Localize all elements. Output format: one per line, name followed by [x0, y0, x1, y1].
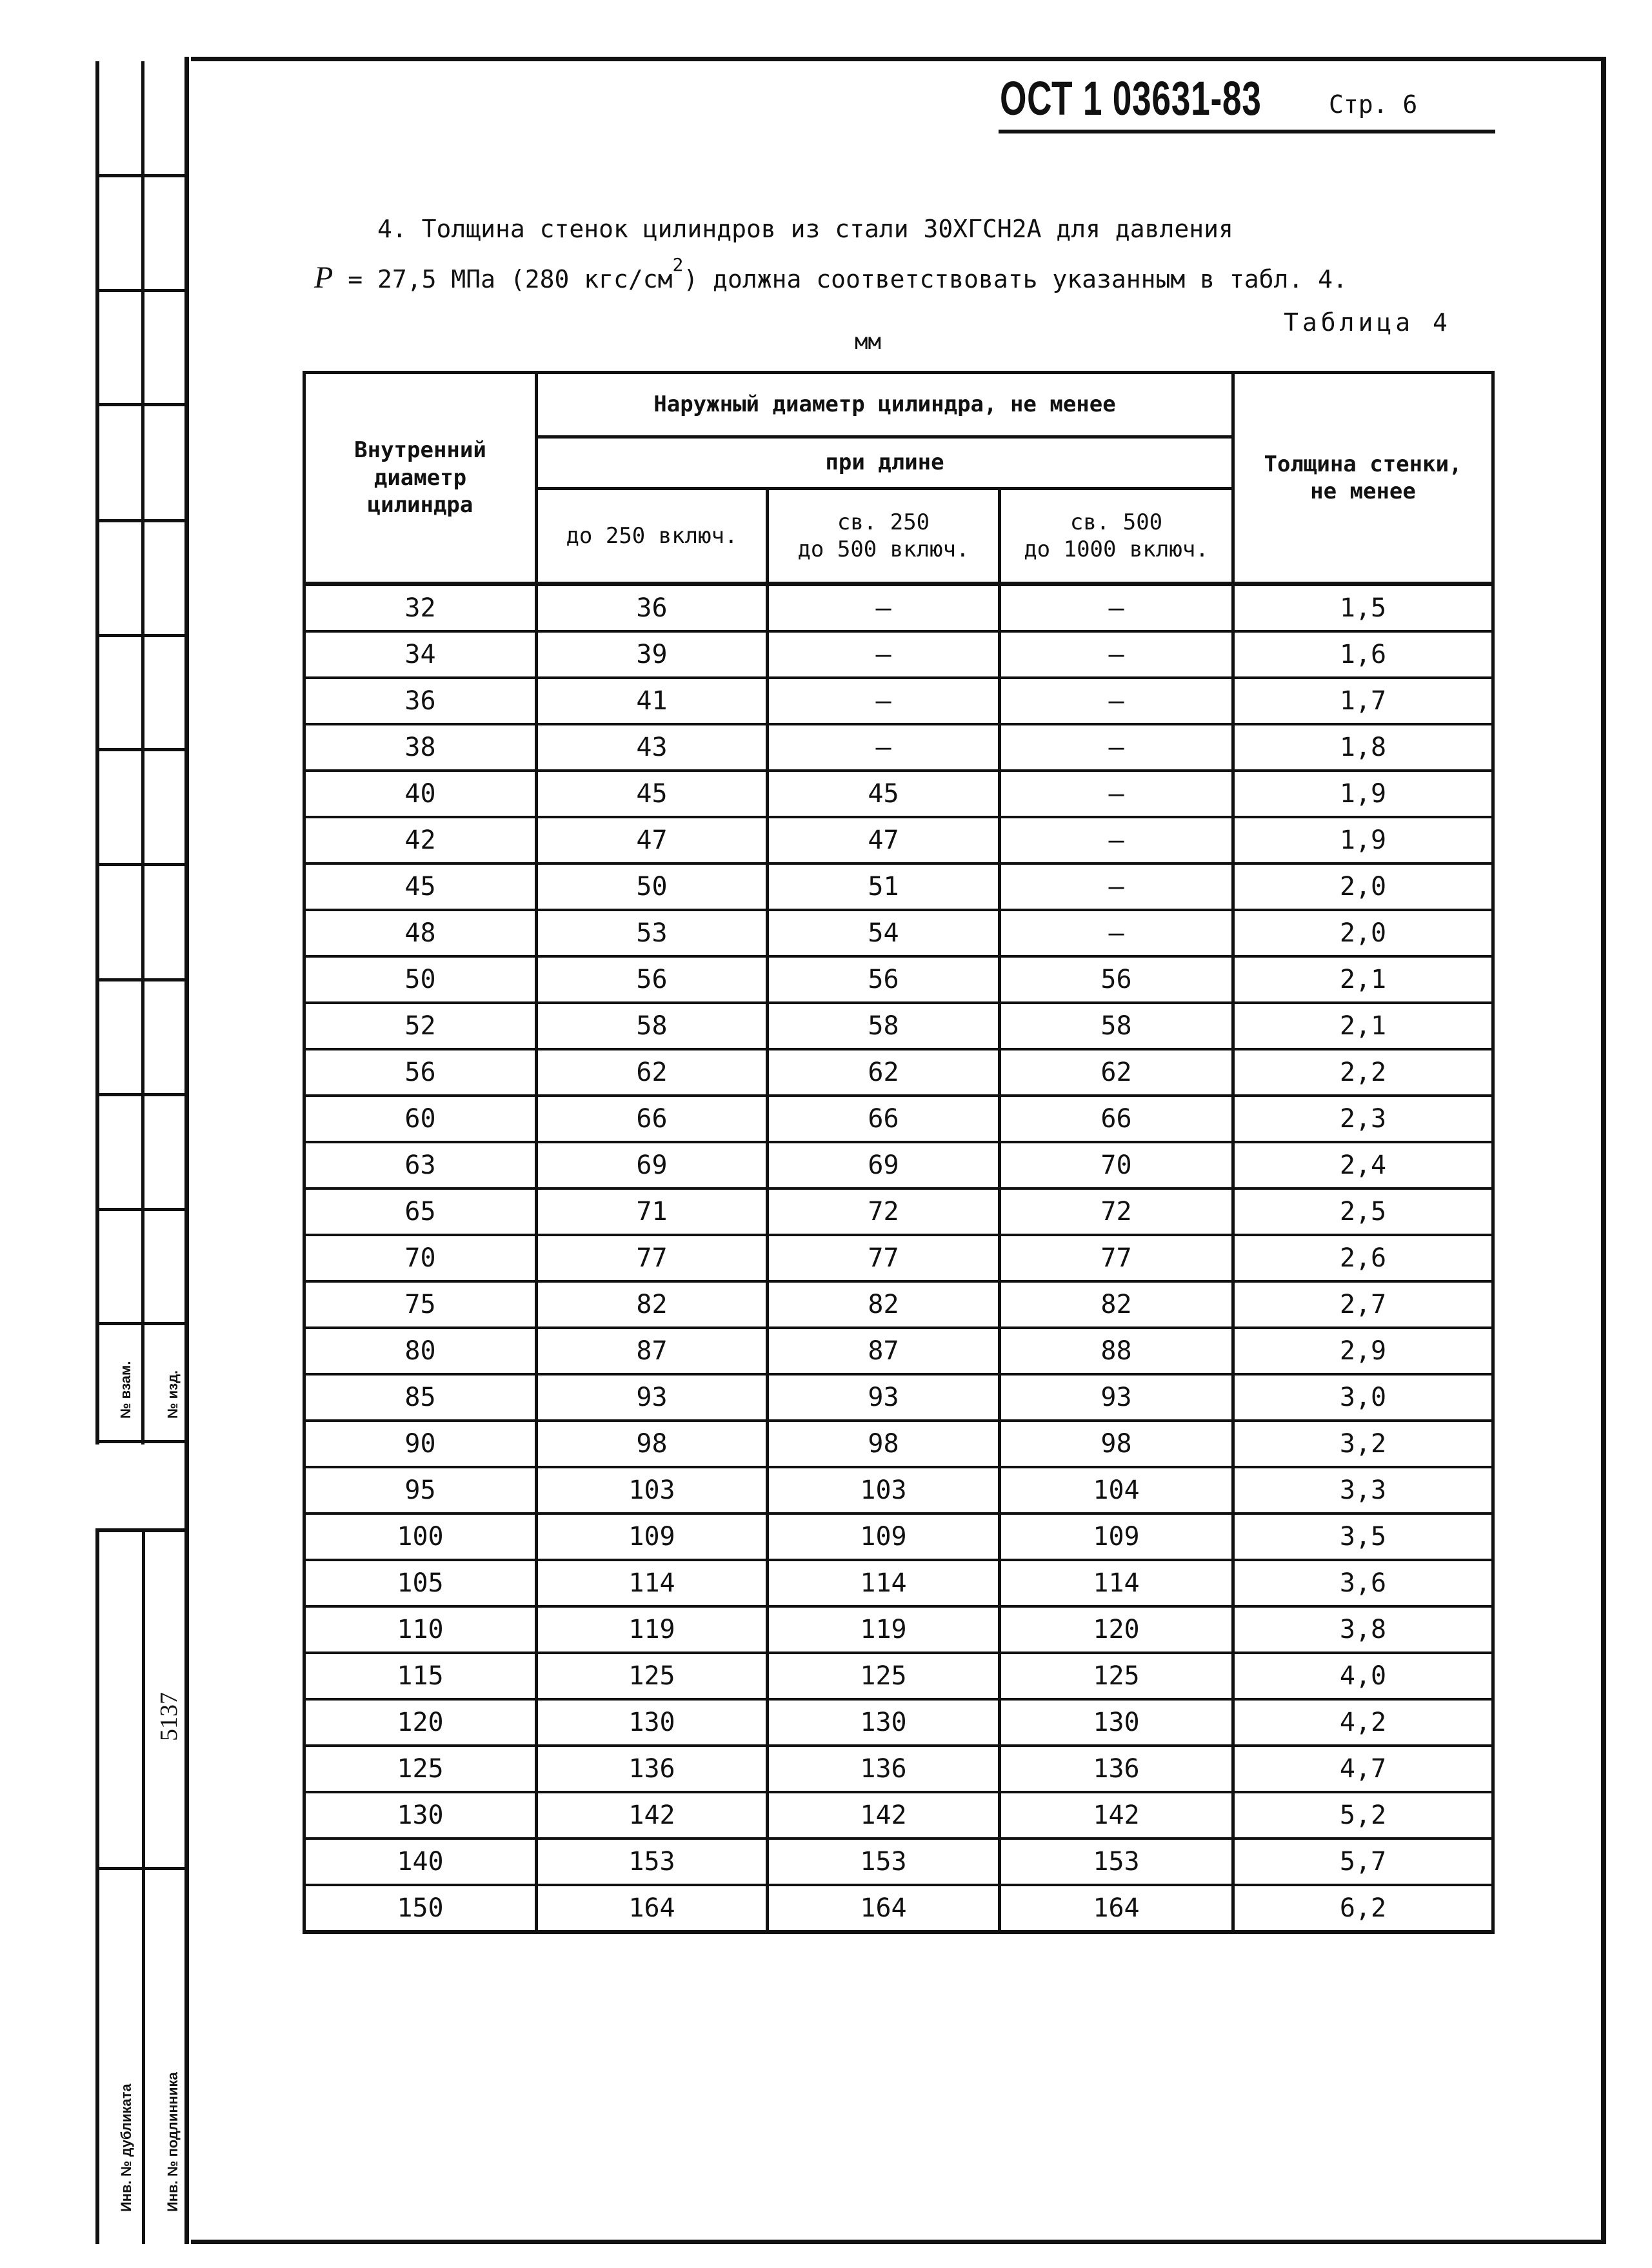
margin-strip-tick — [95, 634, 186, 637]
table-cell: 87 — [537, 1328, 768, 1374]
table-cell: 3,6 — [1233, 1560, 1493, 1606]
table-row — [304, 1839, 1493, 1885]
table-row — [304, 956, 1493, 1003]
table-cell: 77 — [1000, 1235, 1233, 1281]
table-row — [304, 1606, 1493, 1653]
table-cell: – — [1000, 771, 1233, 817]
table-cell: 153 — [537, 1839, 768, 1885]
margin-strip-tick — [95, 863, 186, 866]
table-cell: 140 — [304, 1839, 537, 1885]
table-cell: 58 — [768, 1003, 1000, 1049]
table-row — [304, 1653, 1493, 1699]
table-cell: 103 — [768, 1467, 1000, 1514]
table-cell: 45 — [768, 771, 1000, 817]
page-number: Стр. 6 — [1329, 90, 1418, 119]
table-row — [304, 724, 1493, 771]
table-cell: 105 — [304, 1560, 537, 1606]
table-cell: 93 — [537, 1374, 768, 1421]
table-cell: 2,1 — [1233, 1003, 1493, 1049]
table-cell: 120 — [1000, 1606, 1233, 1653]
table-cell: 71 — [537, 1188, 768, 1235]
table-cell: 119 — [537, 1606, 768, 1653]
table-cell: 69 — [537, 1142, 768, 1188]
margin-strip-tick — [95, 403, 186, 406]
margin-number: 5137 — [155, 1692, 183, 1741]
table-row — [304, 1560, 1493, 1606]
table-cell: 90 — [304, 1421, 537, 1467]
table-cell: 104 — [1000, 1467, 1233, 1514]
table-cell: 39 — [537, 631, 768, 678]
table-cell: 120 — [304, 1699, 537, 1746]
table-cell: 164 — [537, 1885, 768, 1932]
superscript-2: 2 — [672, 254, 684, 275]
table-cell: 136 — [1000, 1746, 1233, 1792]
table-cell: 119 — [768, 1606, 1000, 1653]
table-cell: 125 — [304, 1746, 537, 1792]
margin-lower-divider — [142, 1528, 145, 2244]
table-cell: 1,6 — [1233, 631, 1493, 678]
table-cell: 130 — [1000, 1699, 1233, 1746]
table-cell: 4,7 — [1233, 1746, 1493, 1792]
header-length-1: до 250 включ. — [537, 489, 768, 584]
table-row — [304, 1792, 1493, 1839]
table-row — [304, 863, 1493, 910]
header-inner-diameter: Внутренний диаметр цилиндра — [304, 373, 537, 584]
table-cell: 50 — [304, 956, 537, 1003]
table-cell: 72 — [1000, 1188, 1233, 1235]
header-outer-diameter: Наружный диаметр цилиндра, не менее — [537, 373, 1233, 437]
margin-label-inv-b: № изд. — [164, 1370, 181, 1419]
table-cell: – — [768, 584, 1000, 632]
table-cell: 66 — [768, 1096, 1000, 1142]
table-cell: 153 — [768, 1839, 1000, 1885]
table-cell: 142 — [768, 1792, 1000, 1839]
unit-label: мм — [855, 329, 881, 355]
table-cell: 1,7 — [1233, 678, 1493, 724]
table-cell: 34 — [304, 631, 537, 678]
table-cell: 56 — [768, 956, 1000, 1003]
table-row — [304, 631, 1493, 678]
table-body — [304, 584, 1493, 1933]
table-row — [304, 1188, 1493, 1235]
table-cell: 62 — [537, 1049, 768, 1096]
table-cell: 2,4 — [1233, 1142, 1493, 1188]
table-row — [304, 1699, 1493, 1746]
table-cell: 41 — [537, 678, 768, 724]
table-cell: 88 — [1000, 1328, 1233, 1374]
table-cell: – — [768, 724, 1000, 771]
margin-strip-tick — [95, 1322, 186, 1325]
table-cell: 2,0 — [1233, 910, 1493, 956]
table-cell: 103 — [537, 1467, 768, 1514]
table-cell: 142 — [1000, 1792, 1233, 1839]
margin-label-duplicate: Инв. № дубликата — [118, 2084, 134, 2212]
table-cell: 2,2 — [1233, 1049, 1493, 1096]
table-cell: 56 — [304, 1049, 537, 1096]
table-cell: 1,9 — [1233, 771, 1493, 817]
table-cell: 93 — [1000, 1374, 1233, 1421]
table-cell: 40 — [304, 771, 537, 817]
table-row — [304, 1467, 1493, 1514]
table-cell: 125 — [1000, 1653, 1233, 1699]
table-cell: 45 — [304, 863, 537, 910]
table-cell: 125 — [768, 1653, 1000, 1699]
table-cell: 2,7 — [1233, 1281, 1493, 1328]
table-cell: 51 — [768, 863, 1000, 910]
table-cell: – — [1000, 678, 1233, 724]
table-cell: 115 — [304, 1653, 537, 1699]
paragraph-line-2 — [314, 254, 1348, 295]
table-cell: 95 — [304, 1467, 537, 1514]
table-cell: 80 — [304, 1328, 537, 1374]
table-cell: – — [1000, 863, 1233, 910]
table-cell: 75 — [304, 1281, 537, 1328]
table-row — [304, 1003, 1493, 1049]
table-cell: 65 — [304, 1188, 537, 1235]
table-label: Таблица 4 — [1284, 308, 1451, 337]
table-row — [304, 1514, 1493, 1560]
table-row — [304, 771, 1493, 817]
table-cell: 136 — [768, 1746, 1000, 1792]
table-cell: 45 — [537, 771, 768, 817]
margin-label-inv-a: № взам. — [117, 1361, 134, 1419]
margin-strip-column-a — [95, 61, 144, 1445]
table-cell: – — [1000, 724, 1233, 771]
table-cell: 125 — [537, 1653, 768, 1699]
table-row — [304, 817, 1493, 863]
table-cell: 2,1 — [1233, 956, 1493, 1003]
table-row — [304, 1096, 1493, 1142]
table-cell: 3,0 — [1233, 1374, 1493, 1421]
table-row — [304, 1281, 1493, 1328]
table-row — [304, 1328, 1493, 1374]
table-row — [304, 678, 1493, 724]
table-cell: 153 — [1000, 1839, 1233, 1885]
margin-strip-tick — [95, 978, 186, 981]
table-cell: 136 — [537, 1746, 768, 1792]
table-cell: 114 — [1000, 1560, 1233, 1606]
table-cell: 52 — [304, 1003, 537, 1049]
margin-lower-tick — [95, 1867, 186, 1870]
table-cell: 3,2 — [1233, 1421, 1493, 1467]
table-row — [304, 584, 1493, 632]
table-cell: 72 — [768, 1188, 1000, 1235]
table-cell: 58 — [537, 1003, 768, 1049]
margin-strip-tick — [95, 748, 186, 751]
table-cell: 66 — [537, 1096, 768, 1142]
table-cell: 114 — [768, 1560, 1000, 1606]
margin-strip-tick — [95, 289, 186, 292]
table-cell: 38 — [304, 724, 537, 771]
table-cell: 50 — [537, 863, 768, 910]
margin-strip-tick — [95, 1440, 186, 1443]
paragraph-line-1: 4. Толщина стенок цилиндров из стали 30ХГСН2А для давления — [377, 215, 1233, 243]
table-cell: 3,5 — [1233, 1514, 1493, 1560]
table-cell: 48 — [304, 910, 537, 956]
table-cell: 109 — [537, 1514, 768, 1560]
table-cell: – — [1000, 584, 1233, 632]
table-row — [304, 1049, 1493, 1096]
table-cell: 130 — [768, 1699, 1000, 1746]
table-cell: 82 — [537, 1281, 768, 1328]
table-row — [304, 910, 1493, 956]
table-cell: 1,8 — [1233, 724, 1493, 771]
table-cell: 142 — [537, 1792, 768, 1839]
dimension-table — [303, 371, 1495, 1934]
header-length: при длине — [537, 437, 1233, 489]
table-cell: 93 — [768, 1374, 1000, 1421]
table-cell: 109 — [768, 1514, 1000, 1560]
table-cell: 6,2 — [1233, 1885, 1493, 1932]
table-cell: 82 — [768, 1281, 1000, 1328]
table-row — [304, 1142, 1493, 1188]
document-code: ОСТ 1 03631-83 — [1000, 72, 1262, 125]
table-cell: – — [768, 678, 1000, 724]
table-cell: 109 — [1000, 1514, 1233, 1560]
table-cell: 150 — [304, 1885, 537, 1932]
table-cell: 5,7 — [1233, 1839, 1493, 1885]
table-row — [304, 1235, 1493, 1281]
margin-strip-tick — [95, 174, 186, 177]
table-cell: 98 — [537, 1421, 768, 1467]
table-cell: 43 — [537, 724, 768, 771]
table-cell: 87 — [768, 1328, 1000, 1374]
table-cell: – — [1000, 631, 1233, 678]
table-cell: – — [1000, 910, 1233, 956]
table-row — [304, 1746, 1493, 1792]
table-cell: 66 — [1000, 1096, 1233, 1142]
table-cell: 85 — [304, 1374, 537, 1421]
table-cell: 77 — [768, 1235, 1000, 1281]
table-cell: 62 — [1000, 1049, 1233, 1096]
table-cell: 2,0 — [1233, 863, 1493, 910]
margin-label-original: Инв. № подлинника — [164, 2072, 181, 2212]
table-cell: 2,9 — [1233, 1328, 1493, 1374]
table-cell: 98 — [768, 1421, 1000, 1467]
table-cell: 42 — [304, 817, 537, 863]
table-cell: 56 — [1000, 956, 1233, 1003]
paragraph-line-2-b: ) должна соответствовать указанным в табл. 4. — [683, 265, 1348, 293]
table-cell: 62 — [768, 1049, 1000, 1096]
table-cell: 1,5 — [1233, 584, 1493, 632]
table-cell: 60 — [304, 1096, 537, 1142]
table-cell: – — [1000, 817, 1233, 863]
table-cell: 58 — [1000, 1003, 1233, 1049]
table-cell: 164 — [768, 1885, 1000, 1932]
table-cell: 53 — [537, 910, 768, 956]
margin-strip-tick — [95, 519, 186, 522]
table-cell: – — [768, 631, 1000, 678]
table-cell: 98 — [1000, 1421, 1233, 1467]
table-cell: 3,8 — [1233, 1606, 1493, 1653]
table-row — [304, 1421, 1493, 1467]
margin-strip-column-b — [144, 61, 186, 1445]
table-cell: 2,3 — [1233, 1096, 1493, 1142]
pressure-symbol: P — [314, 261, 333, 295]
table-cell: 164 — [1000, 1885, 1233, 1932]
table-cell: 110 — [304, 1606, 537, 1653]
table-cell: 47 — [537, 817, 768, 863]
table-cell: 4,2 — [1233, 1699, 1493, 1746]
table-cell: 47 — [768, 817, 1000, 863]
table-cell: 5,2 — [1233, 1792, 1493, 1839]
header-length-2: св. 250 до 500 включ. — [768, 489, 1000, 584]
table-row — [304, 1374, 1493, 1421]
table-cell: 70 — [304, 1235, 537, 1281]
table-cell: 1,9 — [1233, 817, 1493, 863]
table-cell: 4,0 — [1233, 1653, 1493, 1699]
margin-strip-tick — [95, 1208, 186, 1211]
header-wall-thickness: Толщина стенки, не менее — [1233, 373, 1493, 584]
table-cell: 3,3 — [1233, 1467, 1493, 1514]
margin-strip-tick — [95, 1093, 186, 1096]
table-cell: 77 — [537, 1235, 768, 1281]
table-cell: 114 — [537, 1560, 768, 1606]
table-cell: 82 — [1000, 1281, 1233, 1328]
table-cell: 130 — [537, 1699, 768, 1746]
table-cell: 63 — [304, 1142, 537, 1188]
table-cell: 56 — [537, 956, 768, 1003]
header-rule — [999, 130, 1495, 133]
table-cell: 100 — [304, 1514, 537, 1560]
table-cell: 70 — [1000, 1142, 1233, 1188]
table-cell: 130 — [304, 1792, 537, 1839]
table-cell: 69 — [768, 1142, 1000, 1188]
header-length-3: св. 500 до 1000 включ. — [1000, 489, 1233, 584]
table-cell: 36 — [537, 584, 768, 632]
paragraph-line-2-a: = 27,5 МПа (280 кгс/см — [333, 265, 673, 293]
table-cell: 54 — [768, 910, 1000, 956]
table-cell: 2,6 — [1233, 1235, 1493, 1281]
table-cell: 36 — [304, 678, 537, 724]
table-cell: 32 — [304, 584, 537, 632]
table-row — [304, 1885, 1493, 1932]
table-cell: 2,5 — [1233, 1188, 1493, 1235]
